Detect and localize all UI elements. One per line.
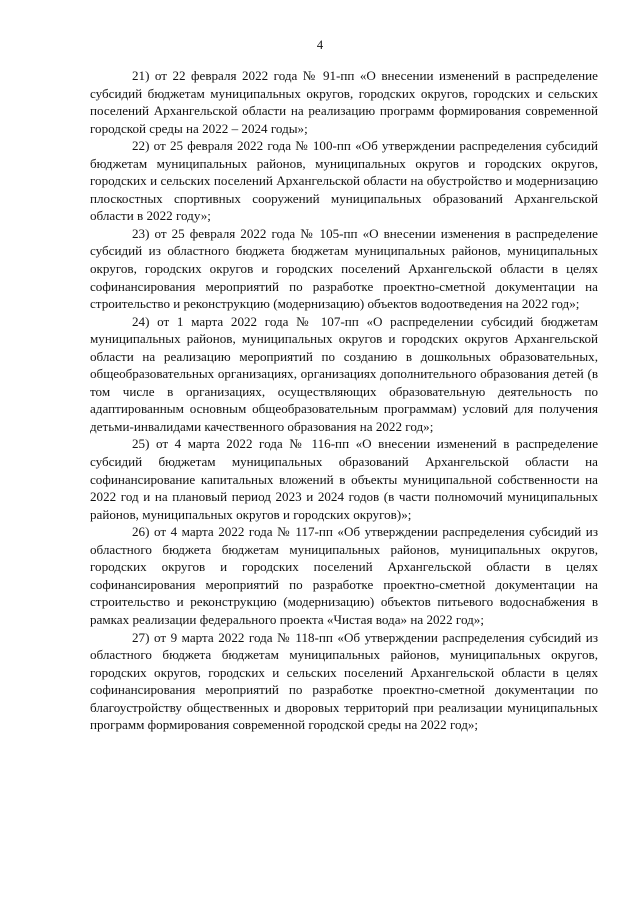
- list-item-23: 23) от 25 февраля 2022 года № 105-пп «О внесении изменения в распределение субсидий из областного бюджета бюджетам муниципальных районов, муниципальных округов, городских округов и городских поселений Архангельской области в целях софинансирования мероприятий по разработке проектно-сметной документации на строительство и реконструкцию (модернизацию) объектов водоотведения на 2022 год»;: [90, 225, 598, 312]
- list-item-27: 27) от 9 марта 2022 года № 118-пп «Об утверждении распределения субсидий из областного бюджета бюджетам муниципальных районов, муниципальных округов, городских округов, городских и сельских поселений Архангельской области в целях софинансирования мероприятий по разработке проектно-сметной документации по благоустройству общественных и дворовых территорий при реализации муниципальных программ формирования современной городской среды на 2022 год»;: [90, 629, 598, 733]
- list-item-24: 24) от 1 марта 2022 года № 107-пп «О распределении субсидий бюджетам муниципальных районов, муниципальных округов и городских округов Архангельской области на реализацию мероприятий по созданию в дошкольных образовательных, общеобразовательных организациях, организациях дополнительного образования детей (в том числе в организациях, осуществляющих образовательную деятельность по адаптированным основным общеобразовательным программам) условий для получения детьми-инвалидами качественного образования на 2022 год»;: [90, 313, 598, 434]
- list-item-25: 25) от 4 марта 2022 года № 116-пп «О внесении изменений в распределение субсидий бюджетам муниципальных образований Архангельской области на софинансирование капитальных вложений в объекты муниципальной собственности на 2022 год и на плановый период 2023 и 2024 годов (в части полномочий муниципальных районов, муниципальных округов и городских округов)»;: [90, 436, 598, 522]
- list-item-22: 22) от 25 февраля 2022 года № 100-пп «Об утверждении распределения субсидий бюджетам муниципальных районов, муниципальных округов и городских округов, городских и сельских поселений Архангельской области на обустройство и модернизацию плоскостных спортивных сооружений муниципальных образований Архангельской области в 2022 году»;: [90, 138, 598, 224]
- list-item-21: 21) от 22 февраля 2022 года № 91-пп «О внесении изменений в распределение субсидий бюджетам муниципальных округов, городских округов, городских и сельских поселений Архангельской области на реализацию программ формирования современной городской среды на 2022 – 2024 годы»;: [90, 68, 598, 136]
- list-item-26: 26) от 4 марта 2022 года № 117-пп «Об утверждении распределения субсидий из областного бюджета бюджетам муниципальных районов, муниципальных округов, городских округов и городских поселений Архангельской области в целях софинансирования мероприятий по разработке проектно-сметной документации на строительство и реконструкцию (модернизацию) объектов питьевого водоснабжения в рамках реализации федерального проекта «Чистая вода» на 2022 год»;: [90, 524, 598, 627]
- document-body: [90, 67, 598, 734]
- page-number: 4: [316, 38, 324, 52]
